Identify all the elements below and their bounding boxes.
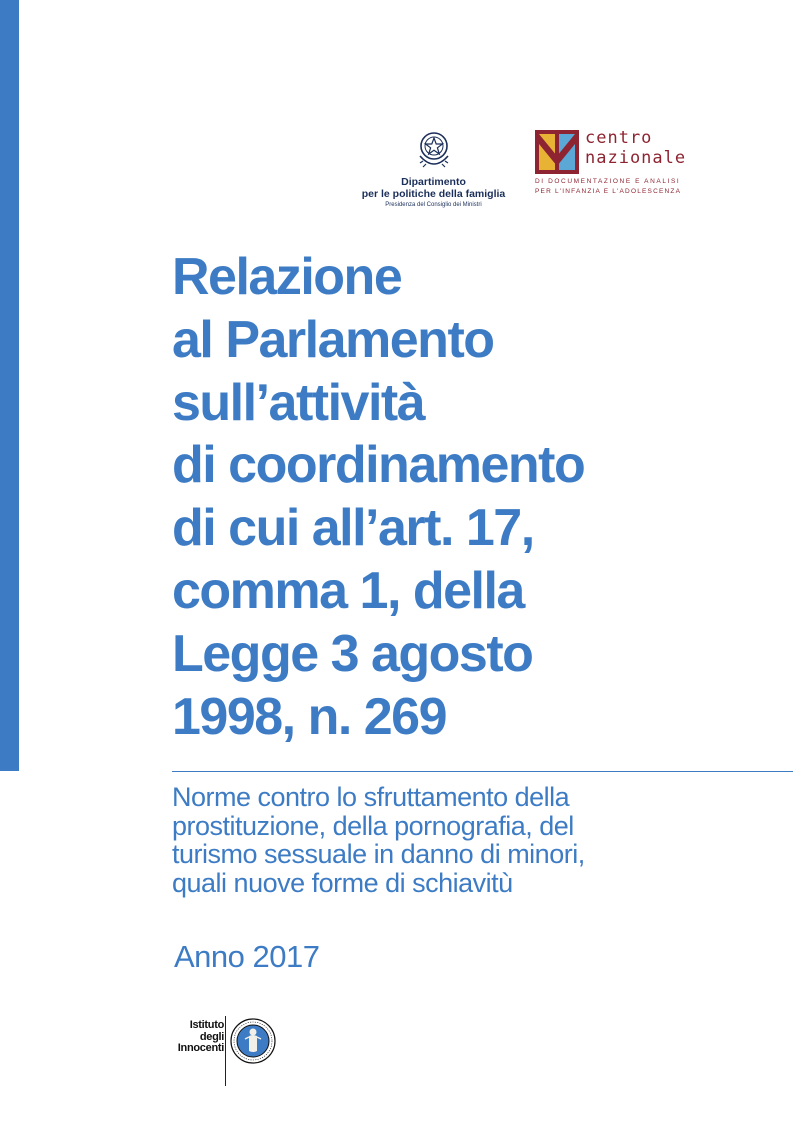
logo-separator — [225, 1016, 226, 1086]
subtitle-line: prostituzione, della pornografia, del — [172, 810, 574, 841]
istituto-line1: Istituto — [189, 1019, 224, 1031]
title-line: di cui all’art. 17, — [172, 499, 534, 558]
title-line: al Parlamento — [172, 310, 494, 369]
istituto-line3: Innocenti — [177, 1042, 224, 1054]
title-line: di coordinamento — [172, 436, 585, 495]
title-line: Relazione — [172, 248, 402, 306]
report-subtitle — [172, 783, 772, 897]
subtitle-line: quali nuove forme di schiavitù — [172, 867, 513, 898]
istituto-innocenti-logo — [170, 1016, 290, 1088]
department-subtitle: Presidenza del Consiglio dei Ministri — [385, 202, 482, 208]
subtitle-line: turismo sessuale in danno di minori, — [172, 839, 585, 869]
subtitle-line: Norme contro lo sfruttamento della — [172, 782, 570, 812]
title-line: 1998, n. 269 — [172, 687, 446, 746]
istituto-name — [170, 1020, 224, 1055]
title-line: comma 1, della — [172, 561, 524, 620]
title-divider — [172, 771, 793, 772]
italian-emblem-icon — [414, 128, 454, 170]
department-name-line1: Dipartimento — [401, 176, 466, 188]
centro-nazionale-logo — [535, 130, 715, 200]
department-name-line2: per le politiche della famiglia — [361, 188, 506, 200]
nazionale-word — [585, 148, 686, 168]
centro-line1: DI DOCUMENTAZIONE E ANALISI — [535, 178, 681, 185]
istituto-line2: degli — [199, 1030, 224, 1043]
centro-text: centro — [585, 128, 653, 148]
centro-line2: PER L'INFANZIA E L'ADOLESCENZA — [535, 188, 682, 195]
nazionale-text: nazionale — [585, 148, 687, 168]
centro-nazionale-mark-icon — [535, 130, 579, 174]
report-title — [172, 246, 772, 748]
centro-word — [585, 128, 652, 148]
title-line: sull’attività — [172, 373, 425, 432]
title-line: Legge 3 agosto — [172, 624, 533, 683]
innocenti-medallion-icon — [229, 1017, 277, 1065]
department-logo — [356, 128, 511, 208]
department-name — [356, 176, 511, 200]
side-accent-bar — [0, 0, 19, 771]
report-year: Anno 2017 — [174, 939, 320, 974]
